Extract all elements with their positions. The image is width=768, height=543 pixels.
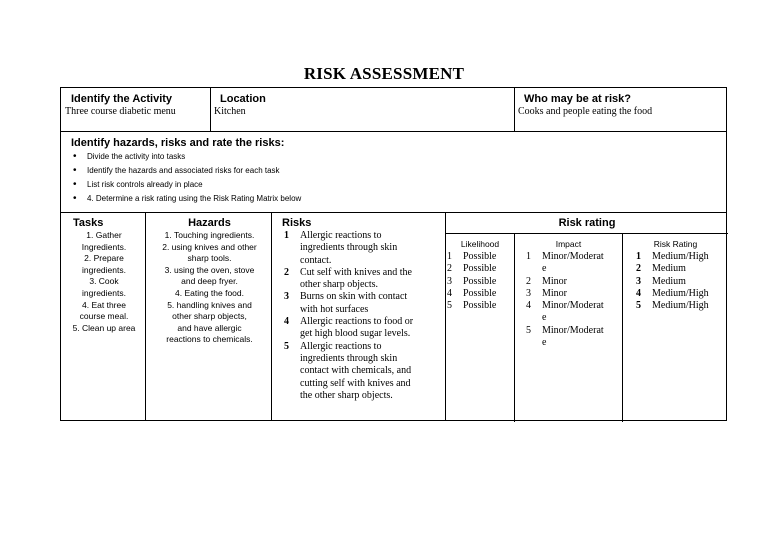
rating-item-number: 5 [636,300,641,312]
risk-item [284,267,444,292]
activity-cell [60,87,211,132]
rating-item-text: Medium/High [652,300,709,312]
impact-item-text: Minor [542,275,567,287]
rating-item [636,251,726,263]
risk-item-text: Allergic reactions to [300,230,382,241]
ratings-list [636,251,726,312]
task-line: ingredients. [82,264,126,275]
risk-rating-header: Risk rating [558,217,616,229]
hazard-line: sharp tools. [187,253,232,264]
instruction-item: • Identify the hazards and associated risks for each task [71,164,301,178]
who-cell [514,87,727,132]
tasks-column [60,212,146,421]
impact-item [526,276,621,288]
impact-item-number: 3 [526,287,531,299]
likelihood-list [447,251,513,312]
location-value: Kitchen [214,106,246,117]
risk-item-text: with hot surfaces [300,303,369,315]
rating-item-number: 2 [636,263,641,275]
task-line: ingredients. [82,287,126,298]
likelihood-item-text: Possible [463,287,497,299]
risk-item [284,316,444,341]
risk-item-text: Cut self with knives and the [300,266,412,278]
activity-label: Identify the Activity [71,93,173,105]
impact-divider [622,233,623,422]
hazard-line: 2. using knives and other [162,241,257,252]
rating-item [636,300,726,312]
impact-item-number: 5 [526,324,531,336]
rating-item-number: 1 [636,251,641,262]
impact-item-text: Minor/Moderat [542,300,604,312]
rating-item [636,263,726,275]
risk-item-text: Allergic reactions to [300,340,382,352]
likelihood-item-number: 2 [447,263,452,275]
likelihood-divider [514,233,515,422]
hazard-line: other sharp objects, [172,311,247,322]
risk-item-text: the other sharp objects. [300,389,393,401]
risk-item-number: 3 [284,291,289,303]
task-line: 3. Cook [89,276,119,287]
rating-item-text: Medium [652,275,686,287]
hazard-line: 5. handling knives and [167,299,252,310]
rating-header: Risk Rating [653,239,698,249]
impact-item-number: 2 [526,275,531,287]
likelihood-item-number: 3 [447,275,452,287]
likelihood-item [447,251,513,263]
risks-column [271,212,446,421]
risk-item-number: 2 [284,266,289,278]
hazard-line: 1. Touching ingredients. [164,230,255,240]
likelihood-item-text: Possible [463,263,497,275]
rating-item-text: Medium/High [652,251,709,262]
task-line: 4. Eat three [82,299,126,310]
instructions-heading: Identify hazards, risks and rate the risks: [71,137,285,149]
risk-rating-divider [446,233,728,234]
impact-item [526,251,621,276]
rating-item-number: 3 [636,275,641,287]
instructions-list [71,150,301,206]
task-line: Ingredients. [81,241,127,252]
page-title: RISK ASSESSMENT [303,64,465,83]
instruction-item: • 4. Determine a risk rating using the Risk Rating Matrix below [71,192,301,206]
tasks-list [61,230,147,334]
impact-item [526,325,621,350]
impact-item-text: Minor/Moderat [542,324,604,336]
hazard-line: and have allergic [177,322,242,333]
hazard-line: reactions to chemicals. [166,334,253,345]
risk-item-text: Burns on skin with contact [300,291,408,303]
likelihood-item-text: Possible [463,251,497,262]
likelihood-item [447,288,513,300]
likelihood-item-number: 1 [447,251,452,262]
who-value: Cooks and people eating the food [518,106,653,117]
location-label: Location [220,93,266,105]
risks-list [284,230,444,402]
tasks-header: Tasks [73,217,104,229]
risk-rating-column [445,212,727,421]
who-label: Who may be at risk? [524,93,631,105]
likelihood-item [447,263,513,275]
likelihood-header: Likelihood [460,239,500,249]
impact-item-text: Minor/Moderat [542,251,604,262]
hazards-column [145,212,272,421]
impact-item-number: 4 [526,300,531,312]
risk-item-text: other sharp objects. [300,279,379,291]
hazard-line: and deep fryer. [181,276,238,287]
risk-item [284,341,444,402]
likelihood-item [447,276,513,288]
instruction-item: • List risk controls already in place [71,178,301,192]
task-line: 1. Gather [86,230,122,240]
rating-item-number: 4 [636,287,641,299]
risk-item-number: 1 [284,230,289,241]
likelihood-item-text: Possible [463,300,497,312]
hazard-line: 4. Eating the food. [175,287,244,298]
impact-item-text: e [542,337,547,349]
risk-item-number: 5 [284,340,289,352]
task-line: course meal. [79,311,129,322]
risk-item-number: 4 [284,316,289,328]
likelihood-item-number: 4 [447,287,452,299]
impact-list [526,251,621,349]
risk-item-text: ingredients through skin [300,242,398,254]
likelihood-item-text: Possible [463,275,497,287]
activity-value: Three course diabetic menu [65,106,176,117]
risks-header: Risks [282,217,312,229]
impact-item [526,300,621,325]
risk-item-text: cutting self with knives and [300,377,411,389]
location-cell [210,87,515,132]
instruction-item: • Divide the activity into tasks [71,150,301,164]
likelihood-item [447,300,513,312]
hazards-list [146,230,273,346]
likelihood-item-number: 5 [447,300,452,312]
task-line: 5. Clean up area [72,322,136,333]
rating-item [636,288,726,300]
impact-item-text: e [542,263,547,275]
impact-item [526,288,621,300]
rating-item [636,276,726,288]
risk-item-text: contact. [300,254,332,266]
risk-item [284,230,444,267]
rating-item-text: Medium [652,263,686,275]
risk-item-text: get high blood sugar levels. [300,328,411,340]
risk-item-text: Allergic reactions to food or [300,316,414,328]
hazards-header: Hazards [188,217,231,229]
risk-item-text: contact with chemicals, and [300,365,412,377]
impact-item-text: Minor [542,287,567,299]
impact-item-number: 1 [526,251,531,262]
risk-item [284,291,444,316]
impact-item-text: e [542,312,547,324]
instructions-cell [60,131,727,213]
rating-item-text: Medium/High [652,287,709,299]
hazard-line: 3. using the oven, stove [164,264,255,275]
impact-header: Impact [555,239,582,249]
task-line: 2. Prepare [84,253,124,264]
risk-item-text: ingredients through skin [300,352,398,364]
